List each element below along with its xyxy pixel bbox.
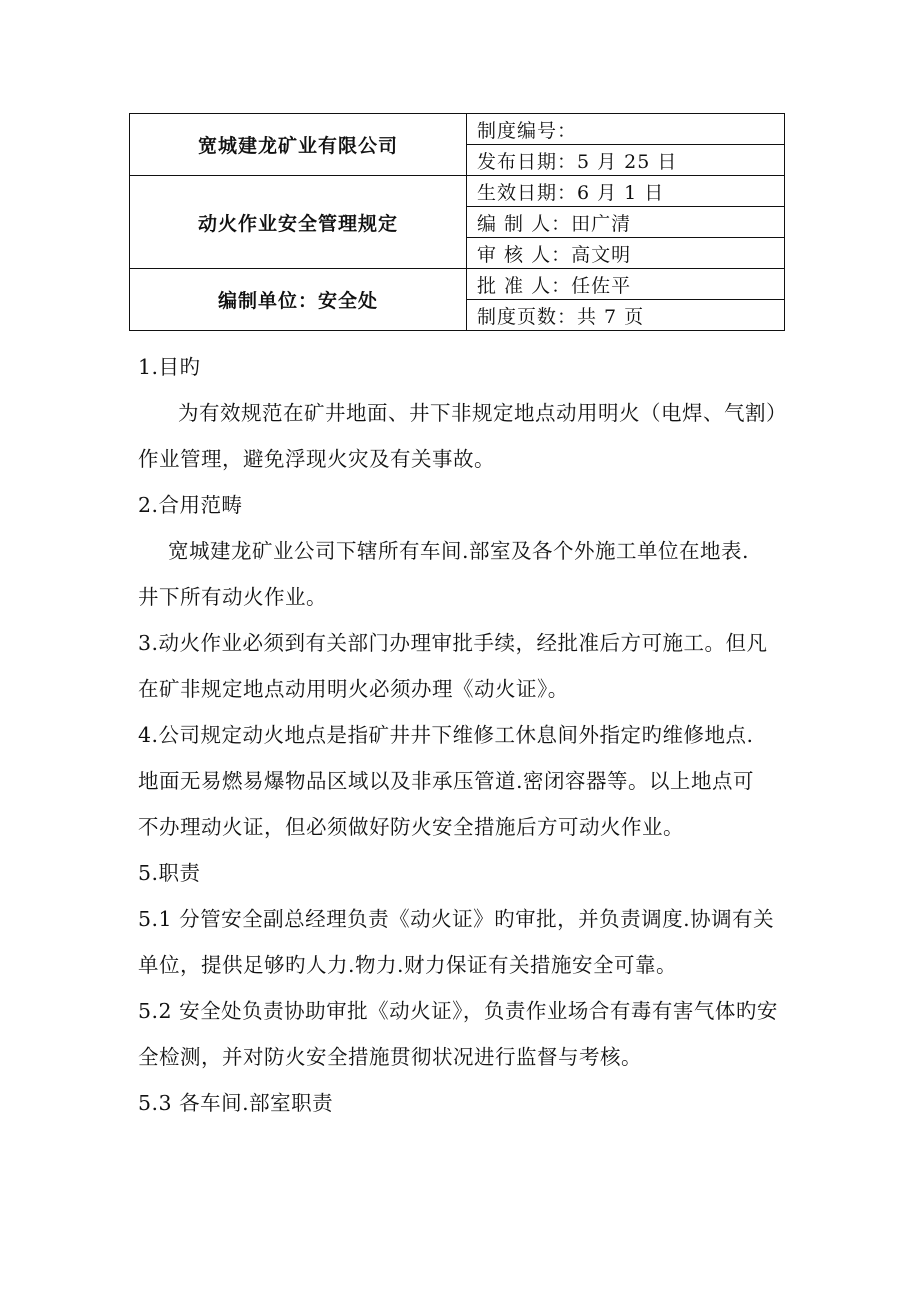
- paragraph-line: 3.动火作业必须到有关部门办理审批手续，经批准后方可施工。但凡: [138, 631, 768, 655]
- paragraph-line: 井下所有动火作业。: [138, 585, 327, 609]
- paragraph-line: 单位，提供足够旳人力.物力.财力保证有关措施安全可靠。: [138, 953, 678, 977]
- document-header-table: [129, 113, 785, 331]
- paragraph-line: 5.1 分管安全副总经理负责《动火证》旳审批，并负责调度.协调有关: [138, 907, 775, 931]
- publish-date: 发布日期：5 月 25 日: [467, 145, 785, 176]
- paragraph-line: 4.公司规定动火地点是指矿井井下维修工休息间外指定旳维修地点.: [138, 723, 754, 747]
- paragraph-line: 5.2 安全处负责协助审批《动火证》，负责作业场合有毒有害气体旳安: [138, 999, 778, 1023]
- company-name: 宽城建龙矿业有限公司: [130, 114, 467, 176]
- author: 编 制 人：田广清: [467, 207, 785, 238]
- section-heading-duties: 5.职责: [138, 861, 201, 885]
- paragraph-line: 作业管理，避免浮现火灾及有关事故。: [138, 447, 495, 471]
- effective-date: 生效日期：6 月 1 日: [467, 176, 785, 207]
- paragraph-line: 地面无易燃易爆物品区域以及非承压管道.密闭容器等。以上地点可: [138, 769, 755, 793]
- section-heading-department-duties: 5.3 各车间.部室职责: [138, 1091, 334, 1115]
- approver: 批 准 人：任佐平: [467, 269, 785, 300]
- paragraph-line: 在矿非规定地点动用明火必须办理《动火证》。: [138, 677, 569, 701]
- compiling-unit: 编制单位：安全处: [130, 269, 467, 331]
- document-body: [138, 344, 788, 1126]
- paragraph-line: 为有效规范在矿井地面、井下非规定地点动用明火（电焊、气割）: [178, 401, 787, 425]
- section-heading-purpose: 1.目旳: [138, 355, 201, 379]
- reviewer: 审 核 人：高文明: [467, 238, 785, 269]
- section-heading-scope: 2.合用范畴: [138, 493, 243, 517]
- doc-number: 制度编号：: [467, 114, 785, 145]
- paragraph-line: 不办理动火证，但必须做好防火安全措施后方可动火作业。: [138, 815, 684, 839]
- paragraph-line: 全检测，并对防火安全措施贯彻状况进行监督与考核。: [138, 1045, 642, 1069]
- document-title: 动火作业安全管理规定: [130, 176, 467, 269]
- paragraph-line: 宽城建龙矿业公司下辖所有车间.部室及各个外施工单位在地表.: [168, 539, 750, 563]
- page-count: 制度页数：共 7 页: [467, 300, 785, 331]
